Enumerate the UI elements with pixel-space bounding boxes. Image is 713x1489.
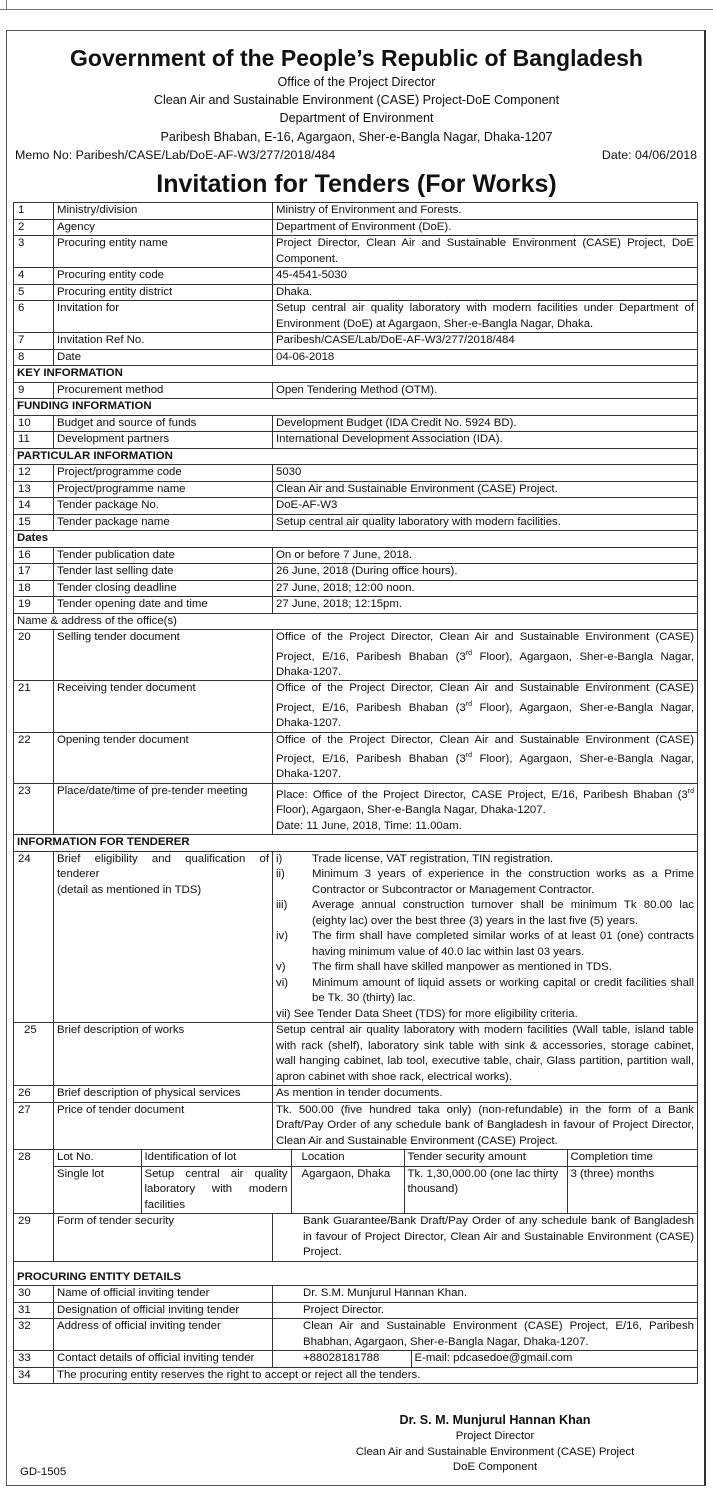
row-label: Invitation Ref No. [54,333,273,350]
row-value: Dhaka. [273,284,698,301]
section-title: PROCURING ENTITY DETAILS [14,1261,698,1286]
row-value [273,783,698,834]
item-key: v) [276,961,286,974]
value-text: Floor), Agargaon, Sher-e-Bangla Nagar, Dhaka-1207. [276,752,695,781]
eligibility-list [273,851,698,1023]
signatory-component: DoE Component [452,1461,538,1473]
row-number: 15 [14,514,54,531]
label-text: Brief eligibility and qualification of tenderer [57,852,269,881]
list-item [276,929,694,960]
lot-value-row [54,1166,697,1213]
row-value: Dr. S.M. Munjurul Hannan Khan. [273,1286,698,1303]
table-row [14,597,698,614]
row-number: 34 [14,1367,54,1384]
table-row [14,1351,698,1368]
row-label: Tender opening date and time [54,597,273,614]
row-value: Project Director. [273,1302,698,1319]
memo-number: Memo No: Paribesh/CASE/Lab/DoE-AF-W3/277/2018/484 [15,148,336,162]
row-number: 13 [14,481,54,498]
section-heading [14,531,698,548]
list-item [276,1007,694,1023]
value-text: Date: 11 June, 2018, Time: 11.00am. [276,819,462,832]
value-text: Floor), Agargaon, Sher-e-Bangla Nagar, Dhaka-1207. [276,804,546,817]
row-number: 19 [14,597,54,614]
section-title: INFORMATION FOR TENDERER [14,835,698,852]
row-label: Ministry/division [54,203,273,220]
row-value: Clean Air and Sustainable Environment (CASE) Project, E/16, Paribesh Bhabhan, Agargaon, Sher-e-Bangla Nagar, Dhaka-1207. [273,1319,698,1351]
row-number: 12 [14,465,54,482]
value-text: Place: Office of the Project Director, CASE Project, E/16, Paribesh Bhaban (3 [276,788,688,801]
section-heading [14,399,698,416]
lot-header-row [54,1150,697,1166]
section-heading [14,448,698,465]
item-text: vii) See Tender Data Sheet (TDS) for more eligibility criteria. [276,1007,578,1020]
section-title: FUNDING INFORMATION [14,399,698,416]
table-row [14,498,698,515]
value-text: Floor), Agargaon, Sher-e-Bangla Nagar, Dhaka-1207. [276,650,695,678]
item-text: Minimum 3 years of experience in the construction works as a Prime Contractor or Subcontractor or Management Contractor. [312,868,694,896]
row-number: 24 [14,851,54,1023]
row-label: Agency [54,219,273,236]
value-text: Office of the Project Director, Clean Air and Sustainable Environment (CASE) Project, E/16, Paribesh Bhaban (3 [276,682,694,714]
table-row [14,564,698,581]
row-value [273,732,698,783]
row-number: 21 [14,681,54,732]
lot-header: Identification of lot [141,1150,291,1166]
row-value: Setup central air quality laboratory with modern facilities (Wall table, island table with rack (shelf), laboratory sink table with sink & accessories, storage cabinet, wall hanging cabinet, lab tool, executive table, chair, Glass partition, partition wall, apron cabinet with shoe rack, electrical works). [273,1023,698,1086]
row-label: Date [54,349,273,366]
row-value: 27 June, 2018; 12:00 noon. [273,580,698,597]
row-value: Bank Guarantee/Bank Draft/Pay Order of any schedule bank of Bangladesh in favour of Project Director, Clean Air and Sustainable Environment (CASE) Project. [273,1214,698,1262]
row-value: Paribesh/CASE/Lab/DoE-AF-W3/277/2018/484 [273,333,698,350]
section-title: Name & address of the office(s) [14,613,698,630]
row-number: 1 [14,203,54,220]
row-number: 26 [14,1086,54,1103]
section-title: Dates [14,531,698,548]
row-label: Tender closing deadline [54,580,273,597]
row-value: Department of Environment (DoE). [273,219,698,236]
lot-header: Lot No. [57,1151,94,1164]
table-row [14,1286,698,1303]
row-label: Brief description of physical services [54,1086,273,1103]
lot-value: Agargaon, Dhaka [291,1166,404,1213]
row-label: Selling tender document [54,630,273,681]
row-value [273,681,698,732]
table-row [14,481,698,498]
table-row [14,1319,698,1351]
lot-row [14,1150,698,1214]
table-row [14,630,698,681]
lot-value: Single lot [54,1166,141,1213]
table-row [14,1086,698,1103]
row-label: Development partners [54,432,273,449]
memo-date: Date: 04/06/2018 [601,148,697,162]
tender-table [13,202,698,1384]
lot-header: Location [291,1150,404,1166]
row-value: Project Director, Clean Air and Sustainable Environment (CASE) Project, DoE Component. [273,236,698,268]
lot-header: Completion time [567,1150,697,1166]
row-number: 6 [14,301,54,333]
row-label: Form of tender security [54,1214,273,1262]
contact-table [273,1351,697,1367]
row-label: Address of official inviting tender [54,1319,273,1351]
row-label: Designation of official inviting tender [54,1302,273,1319]
table-row [14,301,698,333]
row-number: 5 [14,284,54,301]
row-number: 9 [14,382,54,399]
contact-email: E-mail: pdcasedoe@gmail.com [411,1351,697,1367]
value-text: Floor), Agargaon, Sher-e-Bangla Nagar, Dhaka-1207. [276,701,695,730]
item-text: The firm shall have skilled manpower as mentioned in TDS. [312,961,612,974]
signatory-designation: Project Director [455,1430,535,1442]
item-text: Trade license, VAT registration, TIN registration. [312,852,554,865]
row-number: 27 [14,1102,54,1150]
table-row [14,732,698,783]
row-label: Tender package name [54,514,273,531]
list-item [276,960,694,976]
row-value: On or before 7 June, 2018. [273,547,698,564]
list-item [276,898,694,929]
row-number: 29 [14,1214,54,1262]
department-line: Department of Environment [279,111,434,125]
table-row [14,547,698,564]
row-label: Contact details of official inviting tender [54,1351,273,1368]
section-heading [14,366,698,383]
table-row [14,236,698,268]
project-line: Clean Air and Sustainable Environment (CASE) Project-DoE Component [153,93,560,107]
item-text: The firm shall have completed similar works of at least 01 (one) contracts having minimum value of 40.0 lac within last 03 years. [312,930,694,958]
row-value: 27 June, 2018; 12:15pm. [273,597,698,614]
government-title: Government of the People’s Republic of Bangladesh [70,45,643,71]
row-value: Tk. 500.00 (five hundred taka only) (non-refundable) in the form of a Bank Draft/Pay Order of any schedule bank of Bangladesh in favour of Project Director, Clean Air and Sustainable Environment (CASE) Project. [273,1102,698,1150]
row-number: 18 [14,580,54,597]
row-label: Place/date/time of pre-tender meeting [54,783,273,834]
row-number: 20 [14,630,54,681]
lot-value: 3 (three) months [567,1166,697,1213]
row-label: Brief description of works [54,1023,273,1086]
row-label: Project/programme code [54,465,273,482]
row-label: Name of official inviting tender [54,1286,273,1303]
row-label: Invitation for [54,301,273,333]
row-value: Open Tendering Method (OTM). [273,382,698,399]
label-note: (detail as mentioned in TDS) [57,883,202,896]
item-text: Average annual construction turnover shall be minimum Tk 80.00 lac (eighty lac) over the best three (3) years in the last five (5) years. [312,899,694,927]
eligibility-items [276,852,694,1023]
row-label: Procuring entity code [54,268,273,285]
value-text: Office of the Project Director, Clean Air and Sustainable Environment (CASE) Project, E/16, Paribesh Bhaban (3 [276,631,694,663]
page-edge-line [6,0,7,9]
row-value: The procuring entity reserves the right to accept or reject all the tenders. [54,1367,698,1384]
row-number: 4 [14,268,54,285]
item-key: i) [276,852,283,865]
item-text: Minimum amount of liquid assets or working capital or credit facilities shall be Tk. 30 (thirty) lac. [312,976,694,1005]
lot-table [54,1150,697,1213]
row-label: Procuring entity name [54,236,273,268]
table-row [14,1023,698,1086]
lot-value: Tk. 1,30,000.00 (one lac thirty thousand) [404,1166,567,1213]
table-row [14,681,698,732]
row-value: As mention in tender documents. [273,1086,698,1103]
row-value: 26 June, 2018 (During office hours). [273,564,698,581]
item-key: ii) [276,868,285,881]
item-key: iii) [276,899,288,912]
notice-title: Invitation for Tenders (For Works) [156,170,557,198]
table-row [14,333,698,350]
item-key: vi) [276,976,289,989]
row-number: 3 [14,236,54,268]
lot-value: Setup central air quality laboratory with modern facilities [141,1166,291,1213]
table-row [14,349,698,366]
contact-row [273,1351,697,1367]
row-value: International Development Association (IDA). [273,432,698,449]
row-value [273,630,698,681]
row-value: Setup central air quality laboratory with modern facilities under Department of Environment (DoE) at Agargaon, Sher-e-Bangla Nagar, Dhaka. [273,301,698,333]
value-sup: rd [687,787,694,795]
row-number: 11 [14,432,54,449]
row-value: Clean Air and Sustainable Environment (CASE) Project. [273,481,698,498]
table-row [14,203,698,220]
list-item [276,852,694,868]
address-line: Paribesh Bhaban, E-16, Agargaon, Sher-e-Bangla Nagar, Dhaka-1207 [160,130,553,144]
section-title: KEY INFORMATION [14,366,698,383]
row-number: 23 [14,783,54,834]
row-number: 30 [14,1286,54,1303]
row-value: 5030 [273,465,698,482]
page-top-rule [0,9,713,10]
office-line: Office of the Project Director [277,75,436,89]
value-sup: rd [465,649,472,657]
row-number: 28 [14,1150,54,1214]
row-label: Budget and source of funds [54,415,273,432]
section-title: PARTICULAR INFORMATION [14,448,698,465]
table-row [14,851,698,1023]
row-label: Tender last selling date [54,564,273,581]
table-row [14,1214,698,1262]
signature-block [290,1412,700,1476]
lot-table-cell [54,1150,698,1214]
row-number: 16 [14,547,54,564]
table-row [14,268,698,285]
row-label: Price of tender document [54,1102,273,1150]
signatory-project: Clean Air and Sustainable Environment (CASE) Project [355,1445,635,1458]
row-value: 04-06-2018 [273,349,698,366]
section-heading [14,1261,698,1286]
table-row [14,1367,698,1384]
row-number: 32 [14,1319,54,1351]
value-sup: rd [465,700,472,708]
row-value: 45-4541-5030 [273,268,698,285]
row-number: 10 [14,415,54,432]
row-number: 8 [14,349,54,366]
row-label: Project/programme name [54,481,273,498]
table-row [14,382,698,399]
row-number: 17 [14,564,54,581]
table-row [14,1102,698,1150]
table-row [14,783,698,834]
table-row [14,465,698,482]
row-value: Setup central air quality laboratory with modern facilities. [273,514,698,531]
row-label: Receiving tender document [54,681,273,732]
table-row [14,219,698,236]
row-value: DoE-AF-W3 [273,498,698,515]
section-heading [14,835,698,852]
table-row [14,432,698,449]
row-label: Tender package No. [54,498,273,515]
row-label: Tender publication date [54,547,273,564]
table-row [14,284,698,301]
value-text: Office of the Project Director, Clean Air and Sustainable Environment (CASE) Project, E/16, Paribesh Bhaban (3 [276,733,694,765]
list-item [276,976,694,1007]
row-label: Opening tender document [54,732,273,783]
row-label [54,851,273,1023]
contact-cell [273,1351,698,1368]
row-number: 2 [14,219,54,236]
row-number: 22 [14,732,54,783]
list-item [276,867,694,898]
row-label: Procurement method [54,382,273,399]
row-value: Development Budget (IDA Credit No. 5924 BD). [273,415,698,432]
table-row [14,580,698,597]
row-number: 25 [14,1023,54,1086]
row-number: 31 [14,1302,54,1319]
row-number: 7 [14,333,54,350]
row-number: 14 [14,498,54,515]
row-label: Procuring entity district [54,284,273,301]
value-sup: rd [465,752,472,760]
lot-header: Tender security amount [404,1150,567,1166]
table-row [14,1302,698,1319]
table-row [14,514,698,531]
row-number: 33 [14,1351,54,1368]
table-row [14,415,698,432]
contact-phone: +88028181788 [303,1352,380,1365]
signatory-name: Dr. S. M. Munjurul Hannan Khan [399,1413,591,1427]
section-heading [14,613,698,630]
gd-code: GD-1505 [20,1466,67,1478]
item-key: iv) [276,930,289,943]
row-value: Ministry of Environment and Forests. [273,203,698,220]
